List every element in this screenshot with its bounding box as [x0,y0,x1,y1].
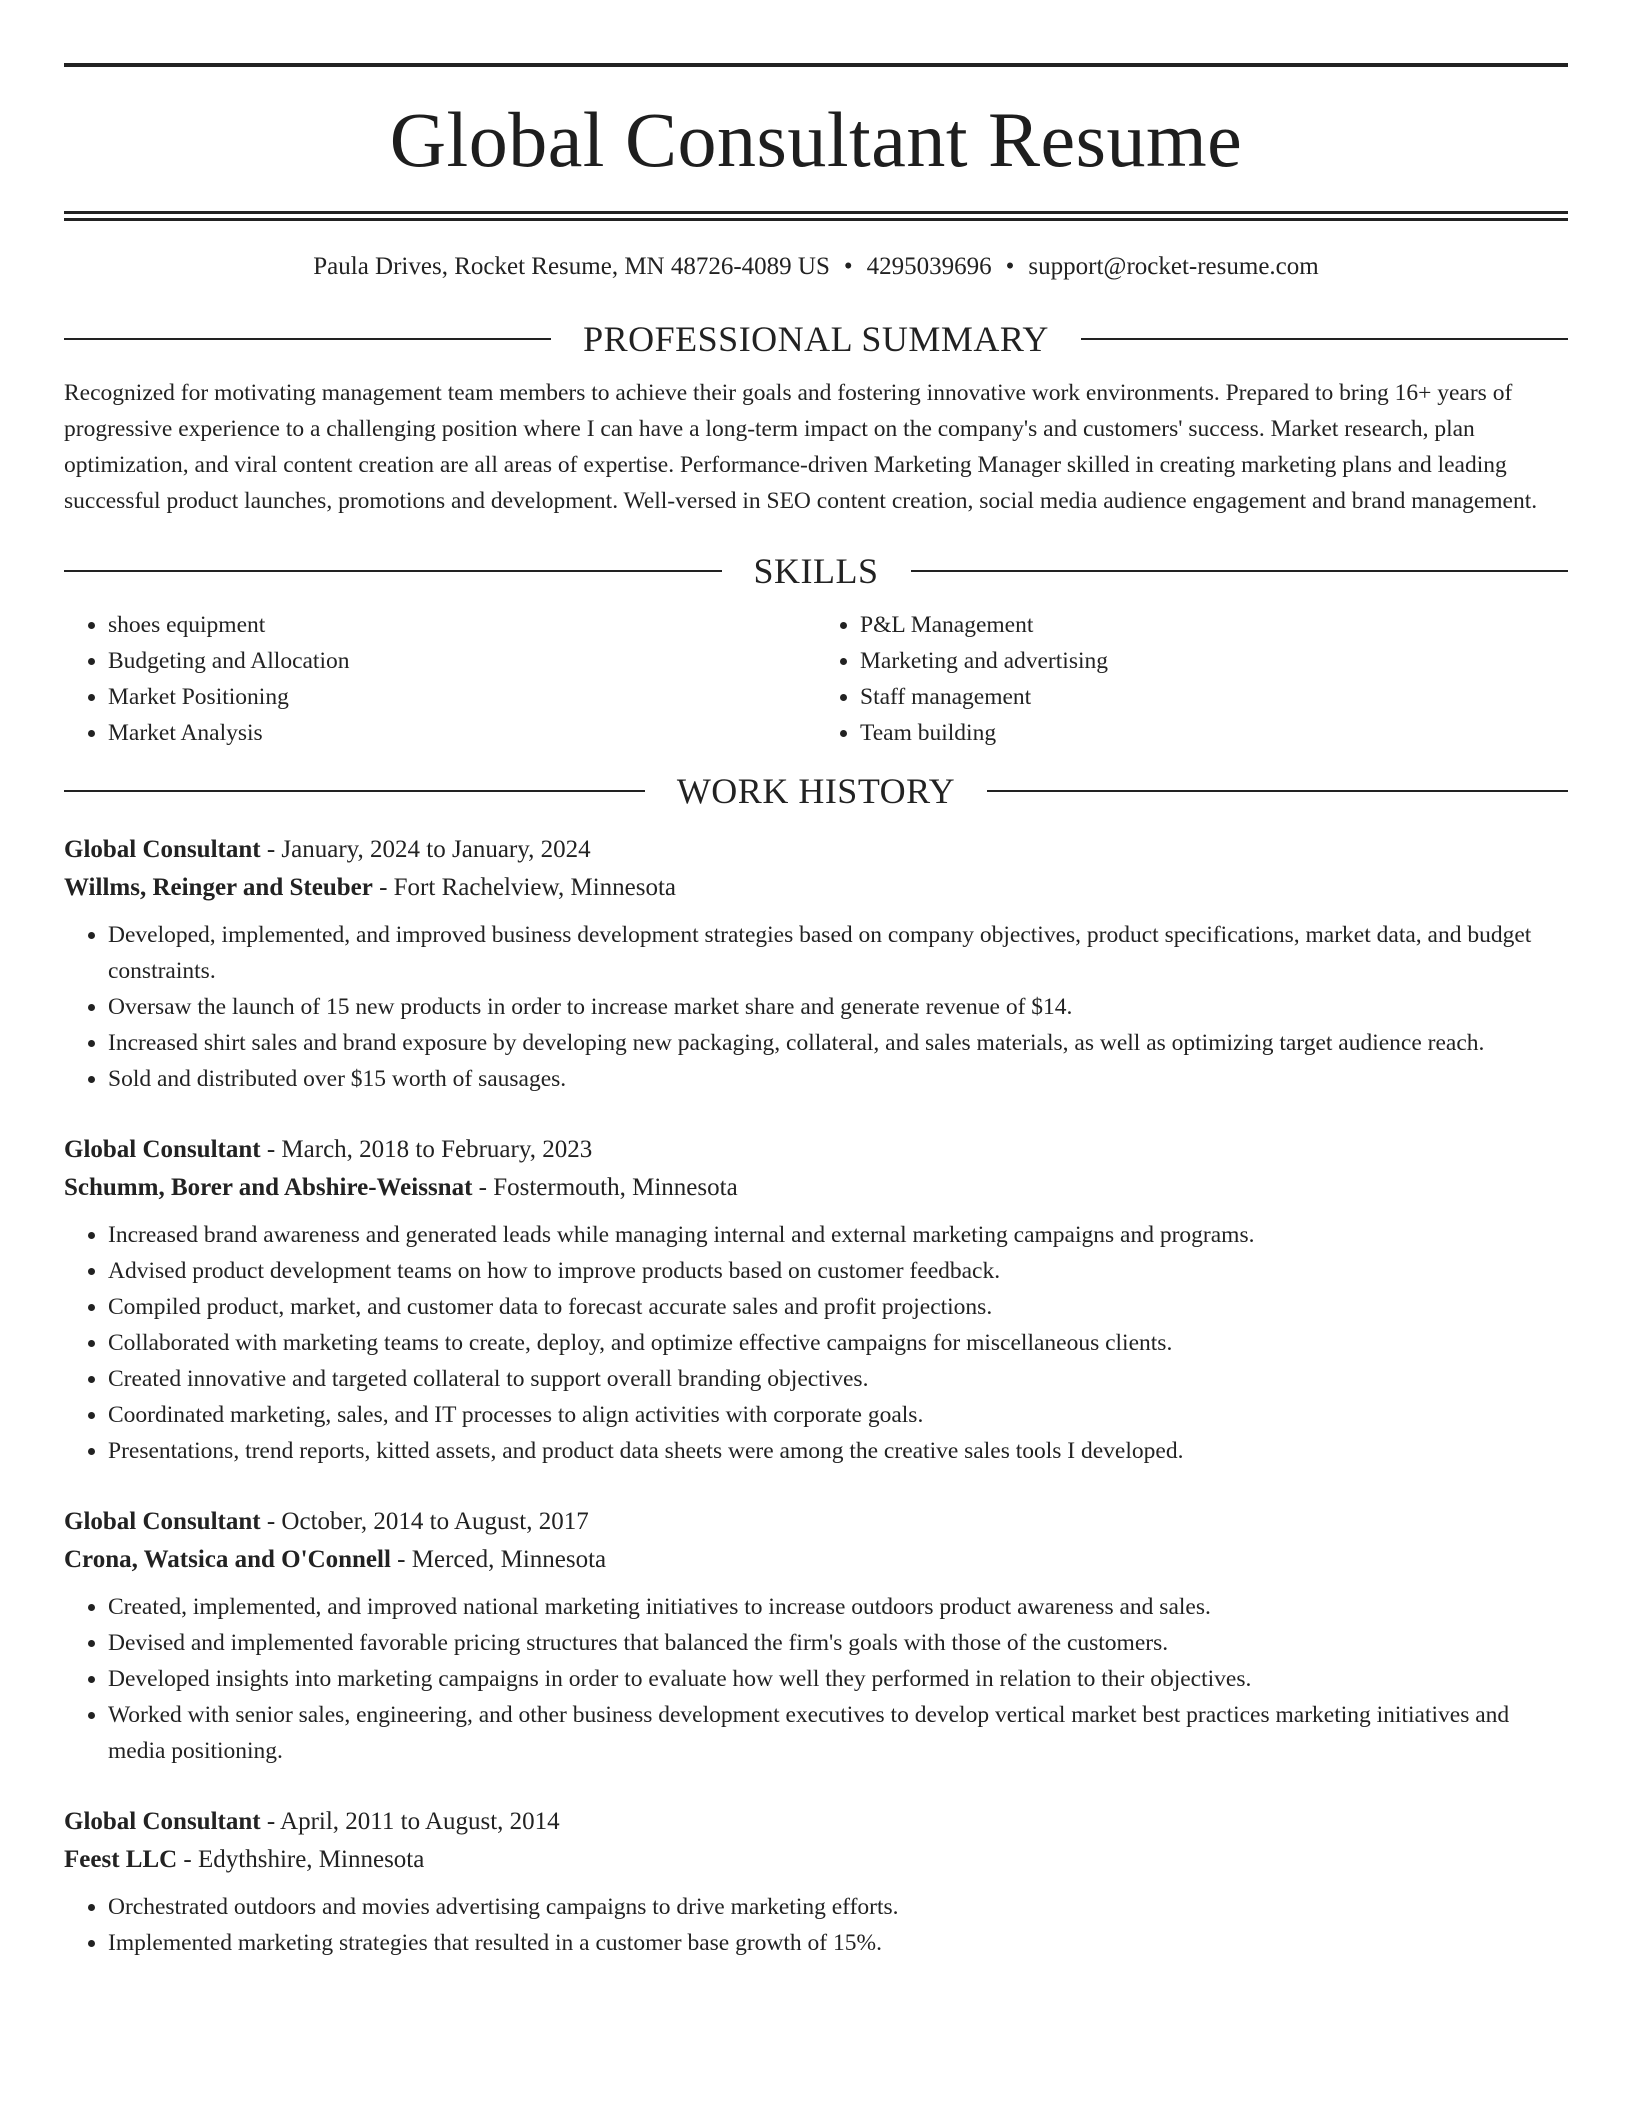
job-company-line [64,1169,1568,1207]
job-bullet: • Orchestrated outdoors and movies advertising campaigns to drive marketing efforts. [108,1889,1568,1925]
job-entry [64,1803,1568,1961]
contact-separator: • [843,253,853,280]
job-bullet: • Created, implemented, and improved national marketing initiatives to increase outdoors product awareness and sales. [108,1589,1568,1625]
skill-item: • P&L Management [860,607,1568,643]
job-bullet: • Increased brand awareness and generated leads while managing internal and external marketing campaigns and programs. [108,1217,1568,1253]
job-entry [64,831,1568,1097]
job-bullets [64,1589,1568,1769]
job-bullets [64,1217,1568,1469]
heading-rule-left [64,570,722,572]
job-location: - Edythshire, Minnesota [177,1846,425,1873]
job-title-line [64,1803,1568,1841]
job-location: - Fostermouth, Minnesota [472,1174,738,1201]
top-rule [64,63,1568,67]
summary-heading [64,317,1568,361]
job-company: Feest LLC [64,1846,178,1873]
job-bullets [64,917,1568,1097]
job-bullet: • Created innovative and targeted collateral to support overall branding objectives. [108,1361,1568,1397]
skill-item: • Team building [860,715,1568,751]
contact-phone[interactable]: 4295039696 [866,253,992,280]
job-bullet: • Advised product development teams on how to improve products based on customer feedback. [108,1253,1568,1289]
job-bullet: • Developed insights into marketing campaigns in order to evaluate how well they performed in relation to their objectives. [108,1661,1568,1697]
job-bullet: • Worked with senior sales, engineering, and other business development executives to develop vertical market best practices marketing initiatives and media positioning. [108,1697,1568,1769]
job-bullet: • Presentations, trend reports, kitted assets, and product data sheets were among the creative sales tools I developed. [108,1433,1568,1469]
job-dates: - March, 2018 to February, 2023 [260,1136,593,1163]
contact-separator: • [1005,253,1015,280]
double-rule [64,211,1568,221]
job-bullet: • Collaborated with marketing teams to create, deploy, and optimize effective campaigns for miscellaneous clients. [108,1325,1568,1361]
job-title: Global Consultant [64,836,261,863]
job-company-line [64,1541,1568,1579]
skill-item: • Budgeting and Allocation [108,643,816,679]
job-title: Global Consultant [64,1808,261,1835]
job-dates: - January, 2024 to January, 2024 [260,836,591,863]
job-bullet: • Sold and distributed over $15 worth of sausages. [108,1061,1568,1097]
job-bullet: • Devised and implemented favorable pricing structures that balanced the firm's goals with those of the customers. [108,1625,1568,1661]
job-company: Schumm, Borer and Abshire-Weissnat [64,1174,473,1201]
heading-rule-right [1081,338,1568,340]
job-bullet: • Coordinated marketing, sales, and IT processes to align activities with corporate goals. [108,1397,1568,1433]
skills-column-left [64,607,816,751]
heading-rule-left [64,338,551,340]
contact-address: Paula Drives, Rocket Resume, MN 48726-4089 US [313,253,830,280]
skills-heading [64,549,1568,593]
job-title-line [64,1131,1568,1169]
skill-item: • Marketing and advertising [860,643,1568,679]
job-company: Willms, Reinger and Steuber [64,874,373,901]
job-bullet: • Oversaw the launch of 15 new products in order to increase market share and generate revenue of $14. [108,989,1568,1025]
job-company-line [64,1841,1568,1879]
job-bullets [64,1889,1568,1961]
heading-rule-right [987,790,1568,792]
job-title-line [64,1503,1568,1541]
skills-heading-title: SKILLS [753,551,879,591]
contact-email[interactable]: support@rocket-resume.com [1028,253,1319,280]
heading-rule-right [911,570,1569,572]
job-entry [64,1503,1568,1769]
job-company-line [64,869,1568,907]
job-title-line [64,831,1568,869]
job-title: Global Consultant [64,1136,261,1163]
job-entry [64,1131,1568,1469]
skills-list [64,607,1568,751]
resume-page [64,0,1568,1961]
job-location: - Merced, Minnesota [390,1546,607,1573]
skills-column-right [816,607,1568,751]
contact-line [64,251,1568,283]
skill-item: • Staff management [860,679,1568,715]
job-dates: - April, 2011 to August, 2014 [260,1808,560,1835]
job-location: - Fort Rachelview, Minnesota [372,874,677,901]
skill-item: • Market Analysis [108,715,816,751]
resume-title: Global Consultant Resume [389,96,1243,183]
job-dates: - October, 2014 to August, 2017 [260,1508,589,1535]
job-title: Global Consultant [64,1508,261,1535]
skill-item: • shoes equipment [108,607,816,643]
job-bullet: • Developed, implemented, and improved business development strategies based on company objectives, product specifications, market data, and budget constraints. [108,917,1568,989]
work-heading-title: WORK HISTORY [676,771,956,811]
job-bullet: • Increased shirt sales and brand exposure by developing new packaging, collateral, and sales materials, as well as optimizing target audience reach. [108,1025,1568,1061]
job-bullet: • Implemented marketing strategies that resulted in a customer base growth of 15%. [108,1925,1568,1961]
summary-text: Recognized for motivating management team members to achieve their goals and fostering innovative work environments. Prepared to bring 16+ years of progressive experience to a challenging position where I can have a long-term impact on the company's and customers' success. Market research, plan optimization, and viral content creation are all areas of expertise. Performance-driven Marketing Manager skilled in creating marketing plans and leading successful product launches, promotions and development. Well-versed in SEO content creation, social media audience engagement and brand management. [64,380,1538,514]
work-heading [64,769,1568,813]
job-company: Crona, Watsica and O'Connell [64,1546,391,1573]
job-bullet: • Compiled product, market, and customer data to forecast accurate sales and profit projections. [108,1289,1568,1325]
heading-rule-left [64,790,645,792]
skill-item: • Market Positioning [108,679,816,715]
summary-heading-title: PROFESSIONAL SUMMARY [583,319,1049,359]
